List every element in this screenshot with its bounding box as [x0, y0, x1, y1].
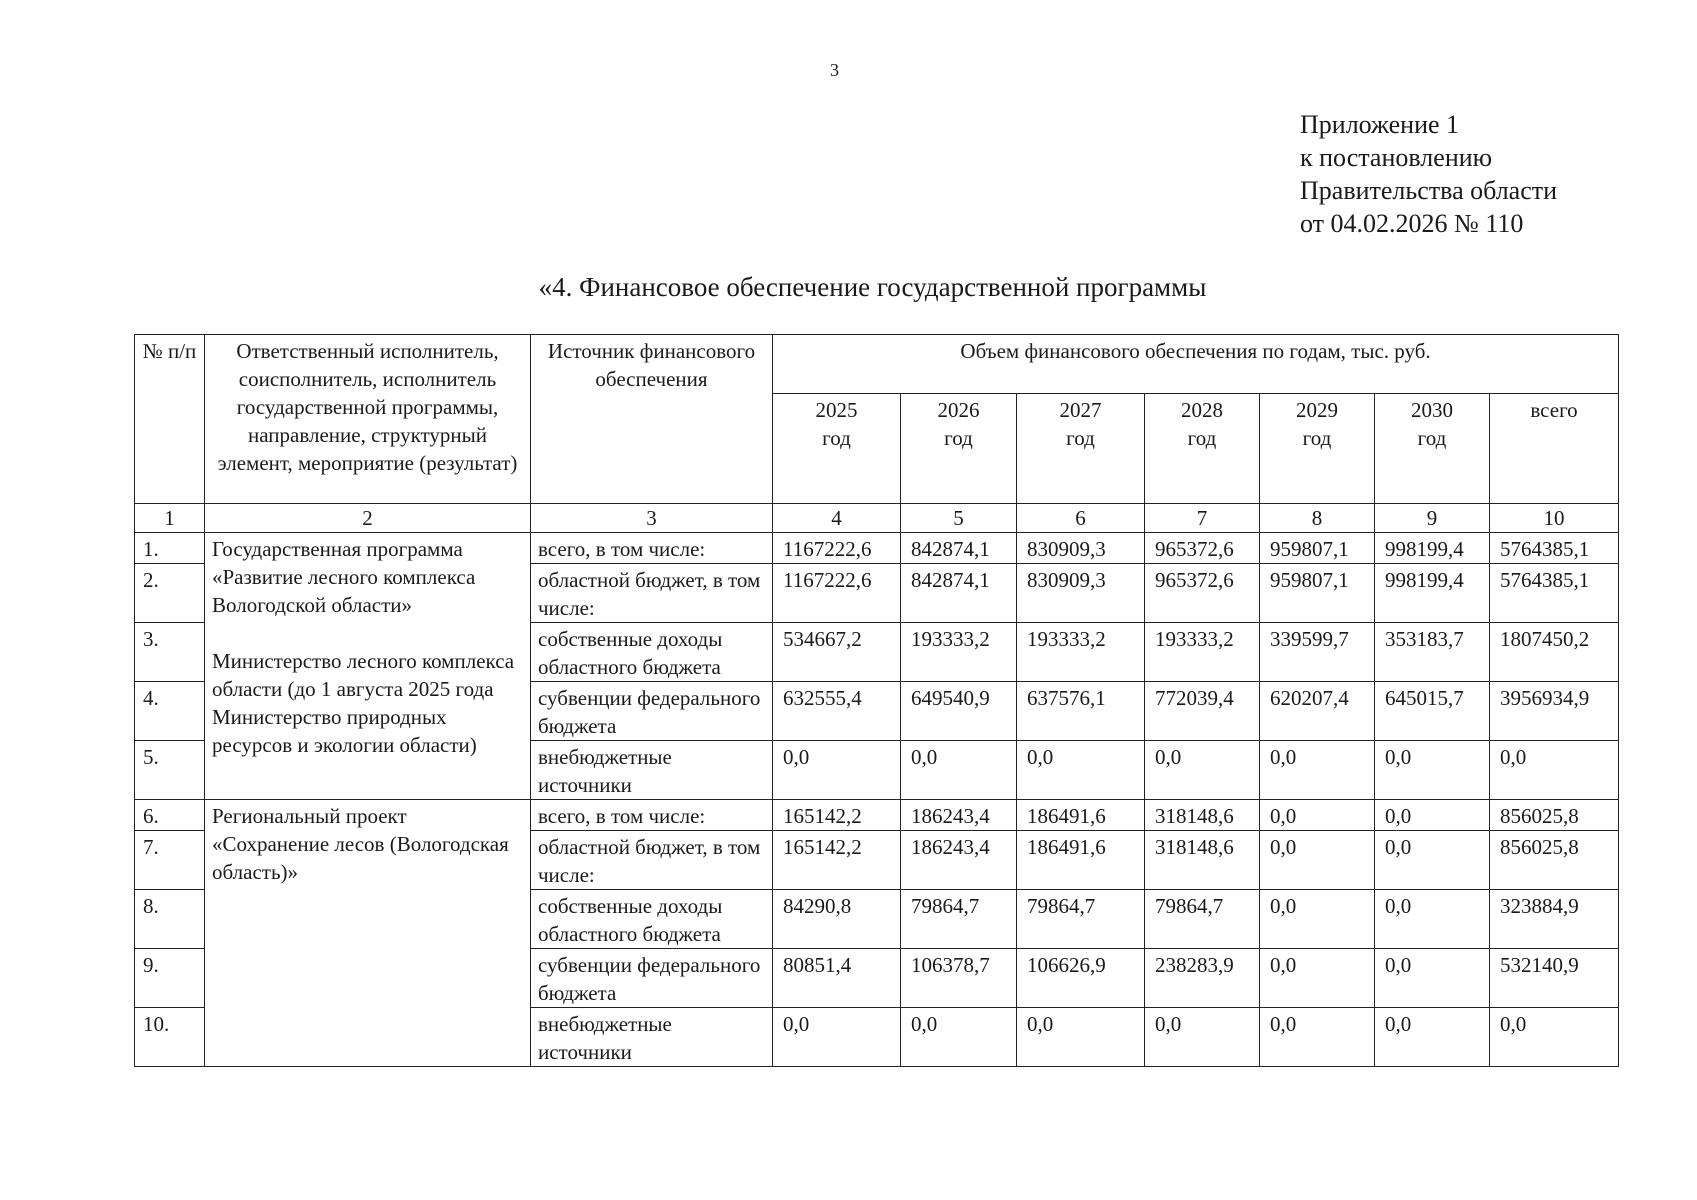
value-cell: 856025,8 — [1490, 831, 1619, 890]
value-cell: 965372,6 — [1145, 533, 1260, 564]
column-number: 10 — [1490, 504, 1619, 533]
value-cell: 830909,3 — [1017, 533, 1145, 564]
column-number: 1 — [135, 504, 205, 533]
value-cell: 0,0 — [773, 741, 901, 800]
source-cell: собственные доходы областного бюджета — [531, 890, 773, 949]
value-cell: 186243,4 — [901, 831, 1017, 890]
row-number: 5. — [135, 741, 205, 800]
value-cell: 165142,2 — [773, 800, 901, 831]
value-cell: 79864,7 — [1145, 890, 1260, 949]
value-cell: 649540,9 — [901, 682, 1017, 741]
table-row — [135, 533, 1619, 564]
value-cell: 238283,9 — [1145, 949, 1260, 1008]
row-number: 8. — [135, 890, 205, 949]
value-cell: 193333,2 — [901, 623, 1017, 682]
value-cell: 79864,7 — [901, 890, 1017, 949]
value-cell: 0,0 — [1375, 949, 1490, 1008]
appendix-line: Приложение 1 — [1300, 110, 1460, 139]
value-cell: 0,0 — [1260, 1008, 1375, 1067]
value-cell: 1807450,2 — [1490, 623, 1619, 682]
value-cell: 0,0 — [1375, 800, 1490, 831]
row-number: 7. — [135, 831, 205, 890]
row-number: 3. — [135, 623, 205, 682]
source-cell: субвенции федерального бюджета — [531, 949, 773, 1008]
value-cell: 1167222,6 — [773, 564, 901, 623]
value-cell: 0,0 — [1490, 741, 1619, 800]
row-number: 6. — [135, 800, 205, 831]
value-cell: 0,0 — [1375, 890, 1490, 949]
value-cell: 532140,9 — [1490, 949, 1619, 1008]
appendix-line: от 04.02.2026 № 110 — [1300, 209, 1524, 238]
header-year: 2030 год — [1375, 394, 1490, 504]
value-cell: 0,0 — [1260, 949, 1375, 1008]
document-title — [0, 272, 1697, 303]
project-name: Региональный проект «Сохранение лесов (Вологодская область)» — [212, 804, 509, 884]
value-cell: 323884,9 — [1490, 890, 1619, 949]
source-cell: собственные доходы областного бюджета — [531, 623, 773, 682]
column-number-row — [135, 504, 1619, 533]
value-cell: 106378,7 — [901, 949, 1017, 1008]
value-cell: 856025,8 — [1490, 800, 1619, 831]
header-year: 2026 год — [901, 394, 1017, 504]
value-cell: 0,0 — [773, 1008, 901, 1067]
table-row — [135, 800, 1619, 831]
source-cell: всего, в том числе: — [531, 533, 773, 564]
value-cell: 0,0 — [1260, 800, 1375, 831]
value-cell: 965372,6 — [1145, 564, 1260, 623]
value-cell: 998199,4 — [1375, 533, 1490, 564]
header-responsible: Ответственный исполнитель, соисполнитель, исполнитель государственной программы, направление, структурный элемент, мероприятие (результат) — [205, 335, 531, 504]
row-number: 10. — [135, 1008, 205, 1067]
source-cell: областной бюджет, в том числе: — [531, 831, 773, 890]
value-cell: 5764385,1 — [1490, 564, 1619, 623]
value-cell: 959807,1 — [1260, 564, 1375, 623]
value-cell: 842874,1 — [901, 533, 1017, 564]
header-year: 2027 год — [1017, 394, 1145, 504]
value-cell: 165142,2 — [773, 831, 901, 890]
ministry-name: Министерство лесного комплекса области (до 1 августа 2025 года Министерство природных ресурсов и экологии области) — [212, 649, 515, 757]
value-cell: 0,0 — [1260, 831, 1375, 890]
column-number: 2 — [205, 504, 531, 533]
value-cell: 0,0 — [901, 1008, 1017, 1067]
value-cell: 645015,7 — [1375, 682, 1490, 741]
appendix-note — [1300, 108, 1557, 240]
value-cell: 186243,4 — [901, 800, 1017, 831]
header-year: 2025 год — [773, 394, 901, 504]
header-year: 2028 год — [1145, 394, 1260, 504]
value-cell: 830909,3 — [1017, 564, 1145, 623]
value-cell: 637576,1 — [1017, 682, 1145, 741]
value-cell: 0,0 — [1017, 1008, 1145, 1067]
column-number: 9 — [1375, 504, 1490, 533]
value-cell: 186491,6 — [1017, 800, 1145, 831]
value-cell: 0,0 — [901, 741, 1017, 800]
column-number: 7 — [1145, 504, 1260, 533]
group-responsible — [205, 533, 531, 800]
value-cell: 339599,7 — [1260, 623, 1375, 682]
header-source: Источник финансового обеспечения — [531, 335, 773, 504]
value-cell: 84290,8 — [773, 890, 901, 949]
value-cell: 186491,6 — [1017, 831, 1145, 890]
row-number: 1. — [135, 533, 205, 564]
value-cell: 0,0 — [1375, 831, 1490, 890]
value-cell: 79864,7 — [1017, 890, 1145, 949]
value-cell: 620207,4 — [1260, 682, 1375, 741]
value-cell: 80851,4 — [773, 949, 901, 1008]
header-num: № п/п — [135, 335, 205, 504]
column-number: 3 — [531, 504, 773, 533]
header-year: 2029 год — [1260, 394, 1375, 504]
value-cell: 106626,9 — [1017, 949, 1145, 1008]
value-cell: 1167222,6 — [773, 533, 901, 564]
value-cell: 0,0 — [1017, 741, 1145, 800]
value-cell: 353183,7 — [1375, 623, 1490, 682]
appendix-line: Правительства области — [1300, 176, 1558, 205]
source-cell: всего, в том числе: — [531, 800, 773, 831]
value-cell: 0,0 — [1260, 890, 1375, 949]
value-cell: 3956934,9 — [1490, 682, 1619, 741]
column-number: 5 — [901, 504, 1017, 533]
value-cell: 959807,1 — [1260, 533, 1375, 564]
value-cell: 318148,6 — [1145, 800, 1260, 831]
header-row — [135, 335, 1619, 394]
document-title-text: «4. Финансовое обеспечение государственной программы — [538, 272, 1207, 302]
value-cell: 5764385,1 — [1490, 533, 1619, 564]
value-cell: 0,0 — [1375, 1008, 1490, 1067]
value-cell: 632555,4 — [773, 682, 901, 741]
value-cell: 534667,2 — [773, 623, 901, 682]
value-cell: 0,0 — [1145, 1008, 1260, 1067]
column-number: 8 — [1260, 504, 1375, 533]
page-number: 3 — [830, 60, 839, 80]
source-cell: субвенции федерального бюджета — [531, 682, 773, 741]
value-cell: 0,0 — [1145, 741, 1260, 800]
value-cell: 0,0 — [1375, 741, 1490, 800]
column-number: 4 — [773, 504, 901, 533]
row-number: 2. — [135, 564, 205, 623]
appendix-line: к постановлению — [1300, 143, 1493, 172]
value-cell: 842874,1 — [901, 564, 1017, 623]
value-cell: 193333,2 — [1145, 623, 1260, 682]
value-cell: 318148,6 — [1145, 831, 1260, 890]
header-volume: Объем финансового обеспечения по годам, тыс. руб. — [773, 335, 1619, 394]
source-cell: областной бюджет, в том числе: — [531, 564, 773, 623]
value-cell: 193333,2 — [1017, 623, 1145, 682]
source-cell: внебюджетные источники — [531, 1008, 773, 1067]
group-responsible — [205, 800, 531, 1067]
header-total: всего — [1490, 394, 1619, 504]
source-cell: внебюджетные источники — [531, 741, 773, 800]
value-cell: 0,0 — [1260, 741, 1375, 800]
financing-table — [134, 334, 1619, 1067]
column-number: 6 — [1017, 504, 1145, 533]
row-number: 9. — [135, 949, 205, 1008]
value-cell: 0,0 — [1490, 1008, 1619, 1067]
value-cell: 998199,4 — [1375, 564, 1490, 623]
program-name: Государственная программа «Развитие лесного комплекса Вологодской области» — [212, 537, 476, 617]
value-cell: 772039,4 — [1145, 682, 1260, 741]
row-number: 4. — [135, 682, 205, 741]
